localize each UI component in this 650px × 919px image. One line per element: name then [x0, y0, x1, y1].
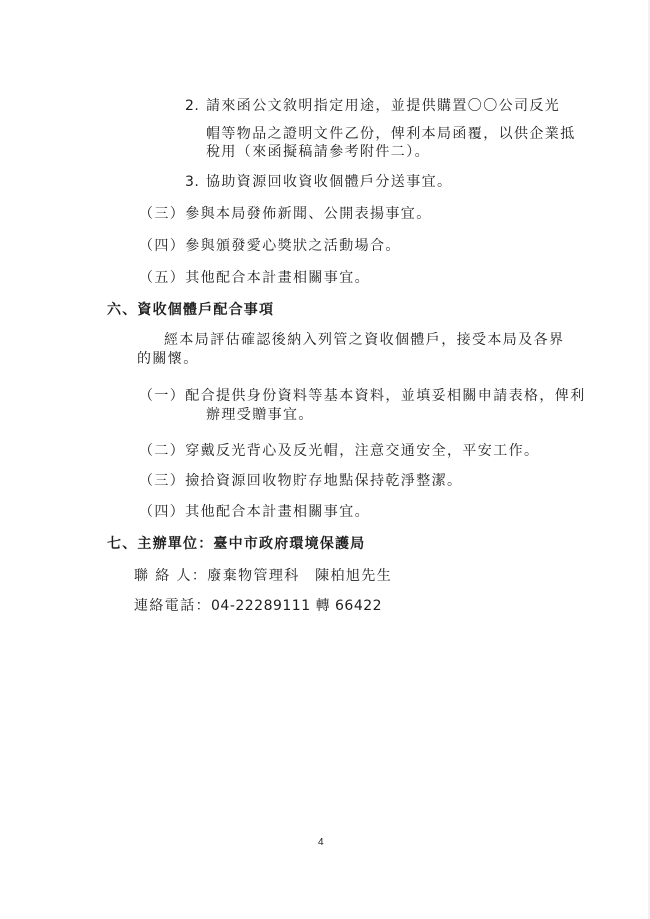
section-6-item-1-line-2: 辦理受贈事宜。	[206, 407, 314, 423]
section-6-item-4: （四）其他配合本計畫相關事宜。	[139, 504, 370, 520]
phone-label: 連絡電話：	[134, 598, 211, 614]
item-number-2: 2.	[185, 98, 200, 114]
contact-phone	[134, 597, 382, 615]
section-6-intro-line-2: 的關懷。	[137, 351, 199, 367]
section-6-item-1-line-1: （一）配合提供身份資料等基本資料，並填妥相關申請表格，俾利	[139, 388, 586, 404]
subitem-5: （五）其他配合本計畫相關事宜。	[139, 270, 370, 286]
section-6-item-2: （二）穿戴反光背心及反光帽，注意交通安全，平安工作。	[139, 443, 540, 459]
section-6-item-3: （三）撿拾資源回收物貯存地點保持乾淨整潔。	[139, 473, 463, 489]
subitem-3: （三）參與本局發佈新聞、公開表揚事宜。	[139, 206, 432, 222]
item-number-3: 3.	[185, 174, 200, 190]
section-6-heading: 六、資收個體戶配合事項	[107, 302, 275, 318]
item-2-line-1: 請來函公文敘明指定用途，並提供購置〇〇公司反光	[206, 98, 561, 114]
page-number: 4	[318, 837, 324, 848]
subitem-4: （四）參與頒發愛心獎狀之活動場合。	[139, 238, 401, 254]
phone-value: 04-22289111 轉 66422	[211, 598, 383, 614]
item-2-line-3: 稅用（來函擬稿請參考附件二）。	[206, 144, 430, 160]
section-7-heading: 七、主辦單位：臺中市政府環境保護局	[107, 536, 366, 552]
section-6-intro-line-1: 經本局評估確認後納入列管之資收個體戶，接受本局及各界	[164, 332, 565, 348]
contact-person: 聯 絡 人：廢棄物管理科 陳柏旭先生	[134, 568, 393, 584]
item-3-text: 協助資源回收資收個體戶分送事宜。	[206, 174, 453, 190]
item-2-line-2: 帽等物品之證明文件乙份，俾利本局函覆，以供企業抵	[206, 126, 576, 142]
